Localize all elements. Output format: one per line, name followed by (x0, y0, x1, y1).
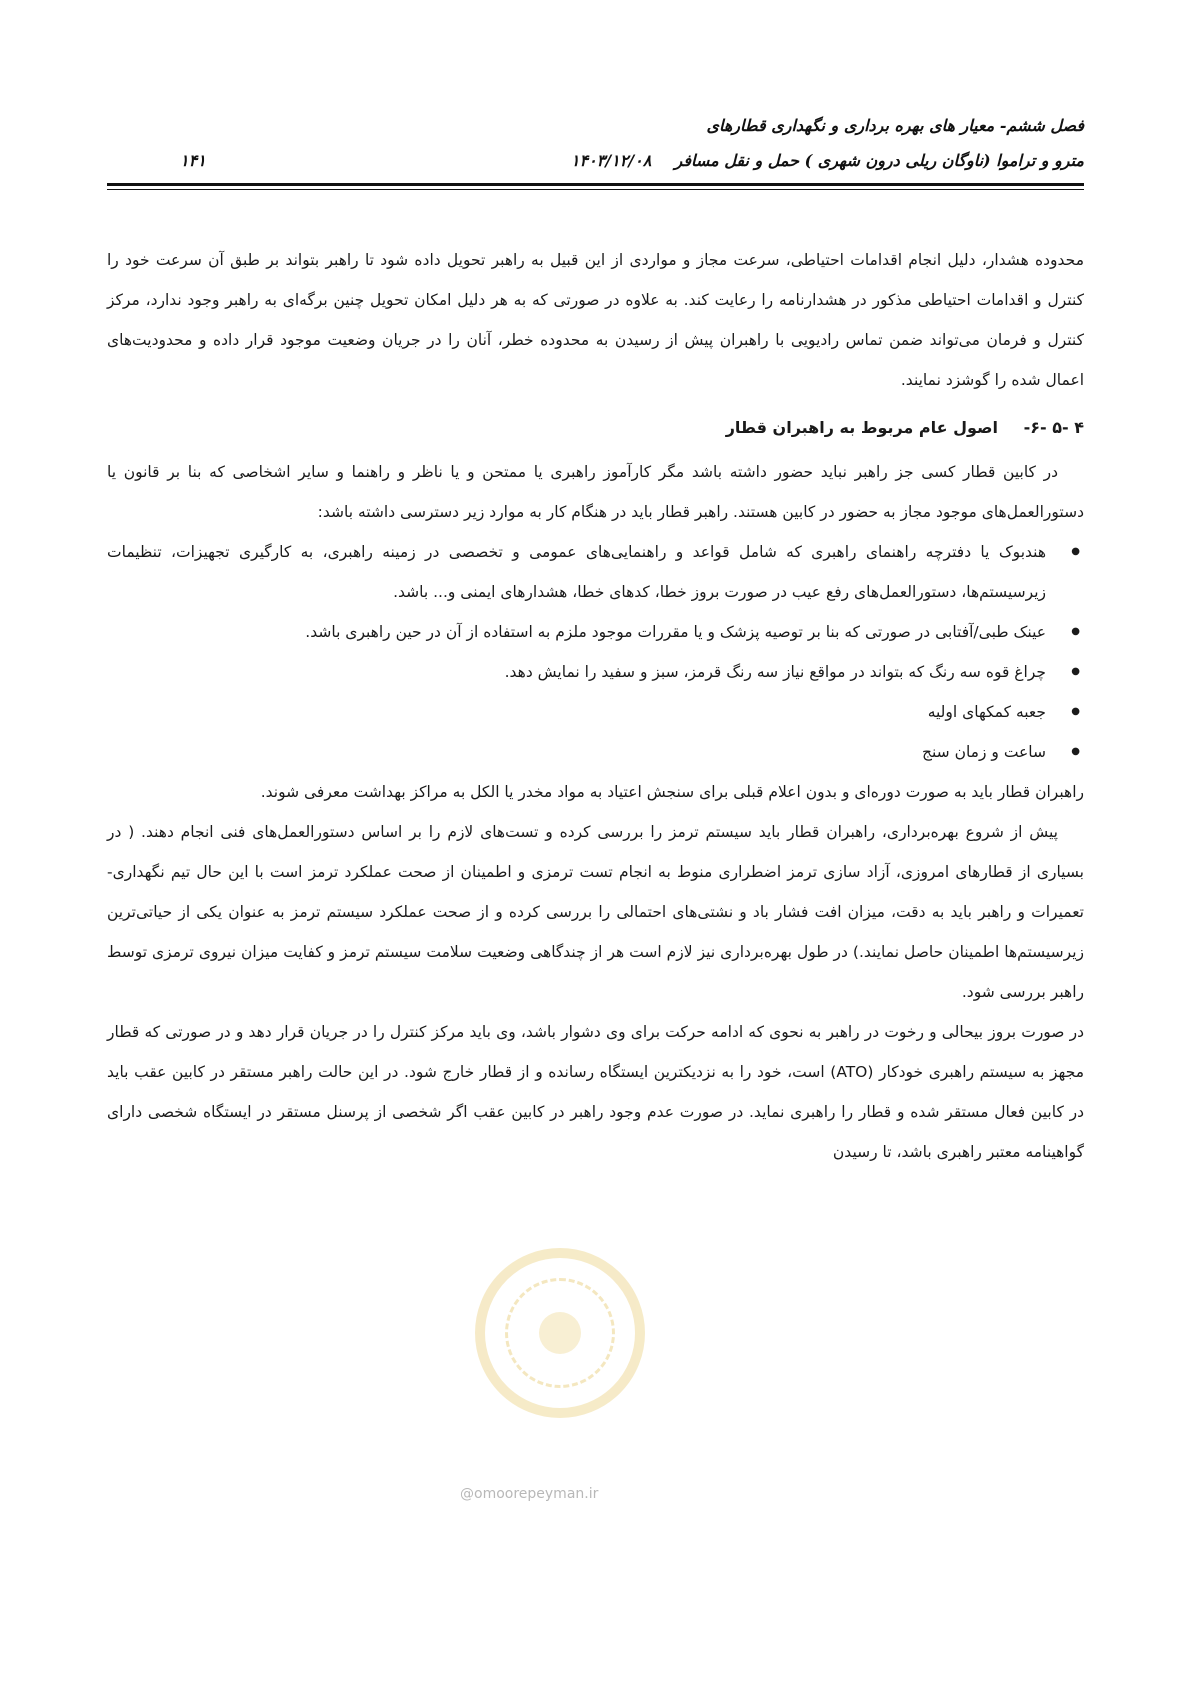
page-content (107, 240, 1084, 1172)
list-item: ● هندبوک یا دفترچه راهنمای راهبری که شامل قواعد و راهنمایی‌های عمومی و تخصصی در زمینه راهبری، به کارگیری تجهیزات، تنظیمات زیرسیستم‌ها، دستورالعمل‌های رفع عیب در صورت بروز خطا، کدهای خطا، هشدارهای ایمنی و... باشد. (107, 532, 1046, 612)
list-item: ● جعبه کمکهای اولیه (107, 692, 1046, 732)
paragraph-5: در صورت بروز بیحالی و رخوت در راهبر به نحوی که ادامه حرکت برای وی دشوار باشد، وی باید مرکز کنترل را در جریان قرار دهد و در صورتی که قطار مجهز به سیستم راهبری خودکار (ATO) است، خود را به نزدیکترین ایستگاه رسانده و از قطار خارج شود. در این حالت راهبر مستقر در کابین عقب باید در کابین فعال مستقر شده و قطار را راهبری نماید. در صورت عدم وجود راهبر در کابین عقب اگر شخصی از پرسنل مستقر در ایستگاه شخصی دارای گواهینامه معتبر راهبری باشد، تا رسیدن (107, 1023, 1085, 1161)
list-item: ● چراغ قوه سه رنگ که بتواند در مواقع نیاز سه رنگ قرمز، سبز و سفید را نمایش دهد. (107, 652, 1046, 692)
section-title: اصول عام مربوط به راهبران قطار (725, 418, 998, 437)
paragraph-3: راهبران قطار باید به صورت دوره‌ای و بدون اعلام قبلی برای سنجش اعتیاد به مواد مخدر یا الکل به مراکز بهداشت معرفی شوند. (260, 783, 1084, 801)
paragraph-1: محدوده هشدار، دلیل انجام اقدامات احتیاطی، سرعت مجاز و مواردی از این قبیل به راهبر تحویل داده شود تا راهبر بتواند بر طبق آن سرعت خود را کنترل و اقدامات احتیاطی مذکور در هشدارنامه را رعایت کند. به علاوه در صورتی که به هر دلیل امکان تحویل چنین برگه‌ای به راهبر وجود ندارد، مرکز کنترل و فرمان می‌تواند ضمن تماس رادیویی با راهبران پیش از رسیدن به محدوده خطر، آنان را در جریان وضعیت موجود قرار داده و محدودیت‌های اعمال شده را گوشزد نمایند. (107, 251, 1084, 389)
list-item: ● عینک طبی/آفتابی در صورتی که بنا بر توصیه پزشک و یا مقررات موجود ملزم به استفاده از آن در حین راهبری باشد. (107, 612, 1046, 652)
watermark-seal-icon (475, 1248, 645, 1418)
header-date: ۱۴۰۳/۱۲/۰۸ (570, 151, 652, 170)
header-rule-thick (107, 183, 1084, 186)
section-heading (107, 408, 1084, 448)
paragraph-4: پیش از شروع بهره‌برداری، راهبران قطار باید سیستم ترمز را بررسی کرده و تست‌های لازم را بر اساس دستورالعمل‌های فنی انجام دهند. ( در بسیاری از قطارهای امروزی، آزاد سازی ترمز اضطراری منوط به انجام تست ترمزی و اطمینان از صحت عملکرد ترمز است با این حال تیم نگهداری-تعمیرات و راهبر باید به دقت، میزان افت فشار باد و نشتی‌های احتمالی را بررسی کرده و از صحت عملکرد سیستم ترمز به عنوان یکی از حیاتی‌ترین زیرسیستم‌ها اطمینان حاصل نمایند.) در طول بهره‌برداری نیز لازم است هر از چندگاهی وضعیت سلامت سیستم ترمز و کفایت میزان نیروی ترمزی توسط راهبر بررسی شود. (107, 823, 1084, 1001)
header-rule-thin (107, 189, 1084, 190)
section-number: -۶- ۵- ۴ (1023, 418, 1084, 437)
bullet-list (107, 532, 1084, 772)
header-subtitle: مترو و تراموا (ناوگان ریلی درون شهری ) حمل و نقل مسافر (674, 151, 1084, 170)
list-item: ● ساعت و زمان سنج (107, 732, 1046, 772)
paragraph-2: در کابین قطار کسی جز راهبر نباید حضور داشته باشد مگر کارآموز راهبری یا ممتحن و یا ناظر و راهنما و سایر اشخاصی که بنا بر قانون یا دستورالعمل‌های موجود مجاز به حضور در کابین هستند. راهبر قطار باید در هنگام کار به موارد زیر دسترسی داشته باشد: (107, 463, 1084, 521)
header-subtitle-line (571, 151, 1084, 170)
watermark-url: @omoorepeyman.ir (460, 1486, 599, 1502)
header-title: فصل ششم- معیار های بهره برداری و نگهداری قطارهای (706, 116, 1084, 135)
page-number: ۱۴۱ (180, 151, 206, 170)
